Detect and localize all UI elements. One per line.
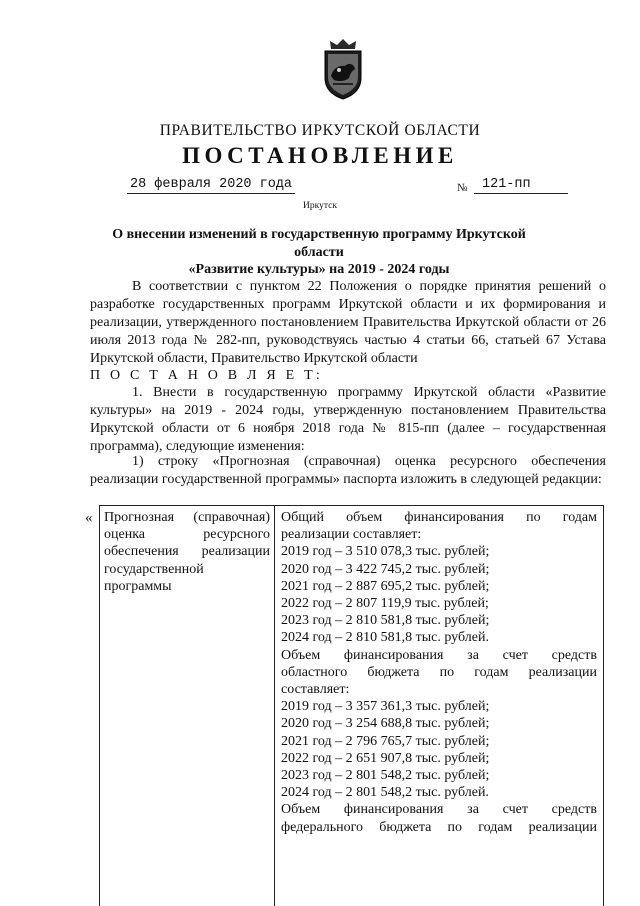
- funding-row: 2023 год – 2 810 581,8 тыс. рублей;: [281, 613, 490, 629]
- right-cell-line: Общий объем финансирования по годам: [281, 510, 597, 525]
- right-cell-line: составляет:: [281, 682, 350, 698]
- left-cell-line: государственной: [104, 561, 204, 577]
- funding-row: 2020 год – 3 254 688,8 тыс. рублей;: [281, 716, 490, 732]
- funding-row: 2021 год – 2 796 765,7 тыс. рублей;: [281, 733, 490, 749]
- left-cell-line: оценка ресурсного: [104, 527, 270, 543]
- preamble-paragraph: В соответствии с пунктом 22 Положения о порядке принятия решений о разработке государственных программ Иркутской области и их формирования и реализации, утвержденного постановлением Правительства Иркутской области от 26 июля 2013 года № 282-пп, руководствуясь частью 4 статьи 66, статьей 67 Устава Иркутской области, Правительство Иркутской области: [90, 279, 606, 366]
- funding-row: 2024 год – 2 810 581,8 тыс. рублей.: [281, 630, 489, 646]
- funding-row: 2024 год – 2 801 548,2 тыс. рублей.: [281, 785, 489, 801]
- opening-quote: «: [85, 510, 93, 526]
- funding-row: 2022 год – 2 651 907,8 тыс. рублей;: [281, 750, 490, 766]
- document-type-title: ПОСТАНОВЛЕНИЕ: [182, 143, 458, 168]
- item-1-1-paragraph: 1) строку «Прогнозная (справочная) оценка ресурсного обеспечения реализации государственной программы» паспорта изложить в следующей редакции:: [90, 454, 606, 487]
- right-cell-line: реализации составляет:: [281, 527, 422, 543]
- left-cell-line: обеспечения реализации: [104, 544, 270, 560]
- funding-row: 2021 год – 2 887 695,2 тыс. рублей;: [281, 578, 490, 594]
- subject-line: О внесении изменений в государственную программу Иркутской области: [112, 227, 526, 260]
- left-cell-line: программы: [104, 578, 172, 594]
- funding-row: 2020 год – 3 422 745,2 тыс. рублей;: [281, 561, 490, 577]
- document-number: 121-пп: [474, 177, 568, 194]
- government-name: ПРАВИТЕЛЬСТВО ИРКУТСКОЙ ОБЛАСТИ: [159, 122, 481, 139]
- city-name: Иркутск: [303, 201, 337, 211]
- irkutsk-coat-of-arms-icon: [319, 38, 367, 100]
- number-sign: №: [457, 182, 468, 194]
- table-right-cell: [281, 509, 597, 836]
- left-cell-line: Прогнозная (справочная): [104, 510, 270, 525]
- document-subject: [95, 226, 543, 279]
- passport-table: [99, 505, 604, 906]
- right-cell-line: Объем финансирования за счет средств: [281, 802, 597, 818]
- document-date: 28 февраля 2020 года: [127, 177, 295, 194]
- funding-row: 2022 год – 2 807 119,9 тыс. рублей;: [281, 596, 489, 612]
- table-left-cell: [104, 509, 270, 595]
- funding-row: 2019 год – 3 510 078,3 тыс. рублей;: [281, 544, 490, 560]
- decree-word: П О С Т А Н О В Л Я Е Т:: [90, 368, 323, 383]
- subject-line: «Развитие культуры» на 2019 - 2024 годы: [188, 262, 450, 277]
- table-column-divider: [274, 506, 275, 906]
- right-cell-line: областного бюджета по годам реализации: [281, 664, 597, 680]
- item-1-paragraph: 1. Внести в государственную программу Иркутской области «Развитие культуры» на 2019 - 2024 годы, утвержденную постановлением Правительства Иркутской области от 6 ноября 2018 года № 815-пп (далее – государственная программа), следующие изменения:: [90, 385, 606, 454]
- right-cell-line: Объем финансирования за счет средств: [281, 647, 597, 663]
- funding-row: 2019 год – 3 357 361,3 тыс. рублей;: [281, 699, 490, 715]
- right-cell-line: федерального бюджета по годам реализации: [281, 819, 597, 835]
- funding-row: 2023 год – 2 801 548,2 тыс. рублей;: [281, 768, 490, 784]
